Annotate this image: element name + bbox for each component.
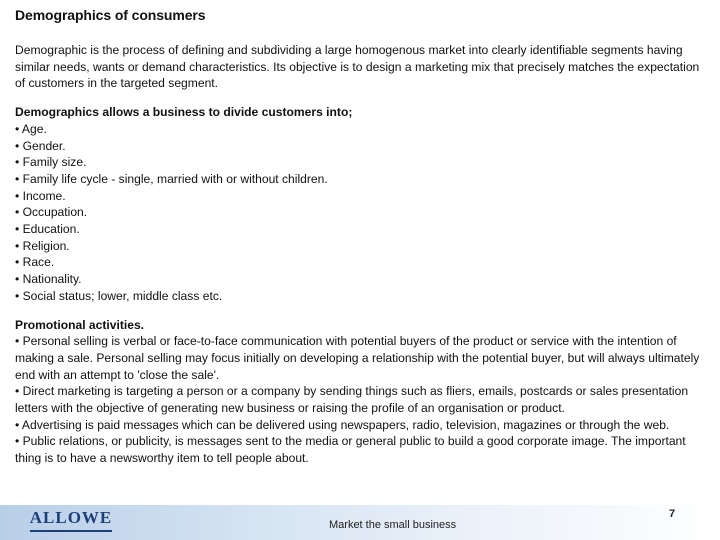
demographics-heading: Demographics allows a business to divide customers into;: [15, 105, 353, 120]
list-item: • Occupation.: [15, 205, 88, 220]
footer-caption: Market the small business: [329, 519, 457, 531]
logo-underline: [30, 530, 112, 532]
list-item: • Gender.: [15, 138, 66, 153]
demographics-list: [15, 121, 710, 305]
list-item: • Nationality.: [15, 272, 82, 287]
list-item: • Advertising is paid messages which can be delivered using newspapers, radio, television, magazines or through the web.: [15, 417, 670, 432]
list-item: • Age.: [15, 121, 47, 136]
allowe-logo: [28, 508, 114, 536]
list-item: • Personal selling is verbal or face-to-face communication with potential buyers of the product or service with the intention of making a sale. Personal selling may focus initially on developing a relationship with the potential buyer, but will always ultimately end with an attempt to 'close the sale'.: [15, 334, 700, 382]
slide-body: [15, 42, 710, 467]
list-item: • Religion.: [15, 238, 70, 253]
intro-paragraph: Demographic is the process of defining and subdividing a large homogenous market into clearly identifiable segments having similar needs, wants or demand characteristics. Its objective is to design a marketing mix that precisely matches the expectation of customers in the targeted segment.: [15, 43, 700, 91]
slide-title: Demographics of consumers: [15, 7, 206, 23]
list-item: • Income.: [15, 188, 66, 203]
list-item: • Family life cycle - single, married with or without children.: [15, 171, 328, 186]
list-item: • Race.: [15, 255, 55, 270]
spacer: [15, 305, 710, 317]
page-number: 7: [669, 508, 676, 520]
list-item: • Education.: [15, 222, 80, 237]
spacer: [15, 92, 710, 104]
list-item: • Social status; lower, middle class etc.: [15, 288, 223, 303]
list-item: • Family size.: [15, 155, 87, 170]
promotional-list: [15, 333, 710, 467]
list-item: • Public relations, or publicity, is messages sent to the media or general public to build a good corporate image. The important thing is to have a newsworthy item to tell people about.: [15, 434, 686, 466]
logo-text: ALLOWE: [29, 508, 113, 527]
list-item: • Direct marketing is targeting a person or a company by sending things such as fliers, emails, postcards or sales presentation letters with the objective of generating new business or raising the profile of an organisation or product.: [15, 384, 689, 416]
promotional-heading: Promotional activities.: [15, 317, 145, 332]
